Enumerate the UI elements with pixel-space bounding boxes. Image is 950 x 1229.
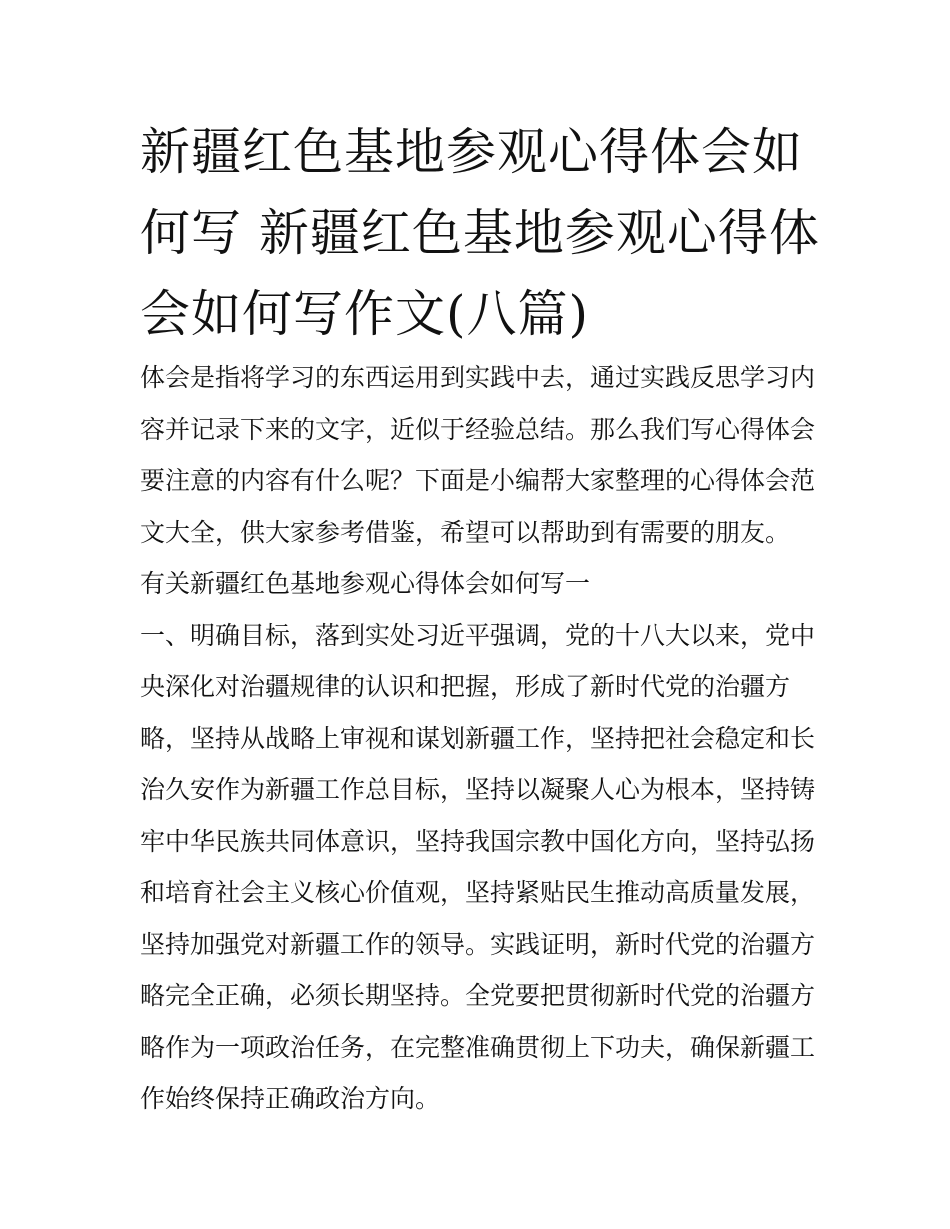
body-paragraph: 一、明确目标，落到实处习近平强调，党的十八大以来，党中央深化对治疆规律的认识和把握，形成了新时代党的治疆方略，坚持从战略上审视和谋划新疆工作，坚持把社会稳定和长治久安作为新疆工作总目标，坚持以凝聚人心为根本，坚持铸牢中华民族共同体意识，坚持我国宗教中国化方向，坚持弘扬和培育社会主义核心价值观，坚持紧贴民生推动高质量发展，坚持加强党对新疆工作的领导。实践证明，新时代党的治疆方略完全正确，必须长期坚持。全党要把贯彻新时代党的治疆方略作为一项政治任务，在完整准确贯彻上下功夫，确保新疆工作始终保持正确政治方向。	[140, 620, 816, 1113]
section-heading: 有关新疆红色基地参观心得体会如何写一	[140, 569, 591, 598]
intro-paragraph: 体会是指将学习的东西运用到实践中去，通过实践反思学习内容并记录下来的文字，近似于经验总结。那么我们写心得体会要注意的内容有什么呢？下面是小编帮大家整理的心得体会范文大全，供大家参考借鉴，希望可以帮助到有需要的朋友。	[140, 363, 816, 547]
document-body	[140, 352, 816, 1125]
document-title: 新疆红色基地参观心得体会如何写 新疆红色基地参观心得体会如何写作文(八篇)	[140, 123, 820, 343]
